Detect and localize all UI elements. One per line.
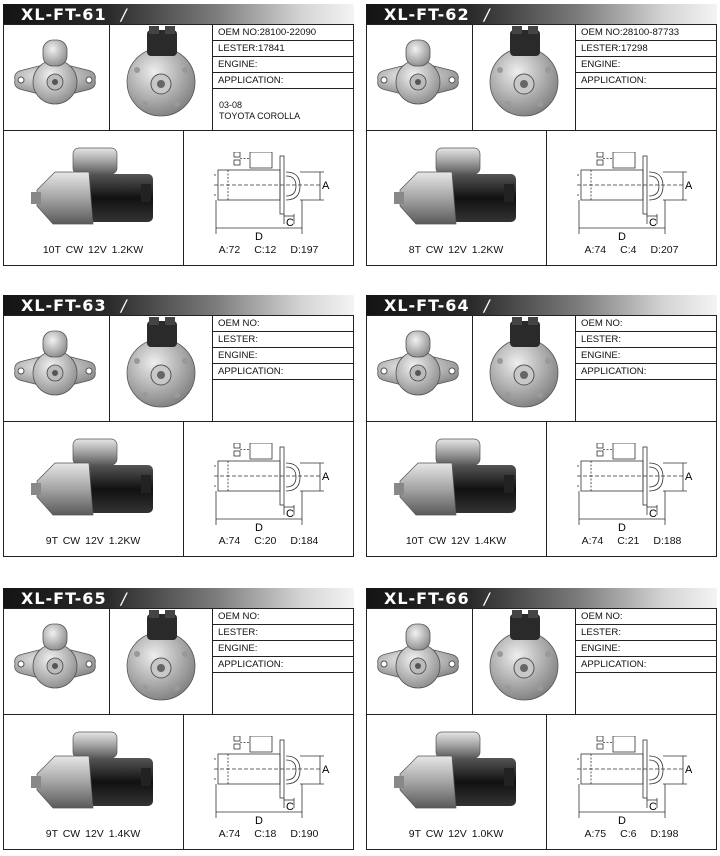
spec-lester	[213, 332, 354, 348]
dim-label-c: C	[649, 801, 657, 813]
spec-engine-label: ENGINE:	[218, 59, 258, 70]
spec-application	[213, 657, 354, 673]
dim-c-value: C:18	[254, 828, 277, 840]
dim-label-c: C	[286, 508, 294, 520]
dimension-diagram	[571, 736, 701, 826]
dim-a-value: A:74	[218, 535, 241, 547]
spec-lester-label: LESTER:	[581, 334, 621, 345]
dim-c-value: C:6	[620, 828, 637, 840]
spec-oem-label: OEM NO:	[218, 611, 260, 622]
product-card	[3, 4, 354, 266]
dimension-diagram	[571, 443, 701, 533]
spec-lester	[576, 625, 717, 641]
spec-oem	[213, 25, 354, 41]
model-code: XL-FT-62	[384, 5, 470, 24]
card-header: XL-FT-64 /	[366, 295, 717, 315]
card-header: XL-FT-62 /	[366, 4, 717, 24]
dim-label-d: D	[618, 815, 626, 826]
starter-side-photo	[392, 728, 520, 819]
starter-rear-photo	[115, 26, 207, 125]
spec-lester	[213, 625, 354, 641]
dim-label-c: C	[286, 801, 294, 813]
dim-d-value: D:198	[650, 828, 679, 840]
rating-text: 9T CW 12V 1.0KW	[408, 828, 504, 840]
dimension-values	[183, 244, 354, 256]
rating-text: 9T CW 12V 1.4KW	[45, 828, 141, 840]
spec-engine	[576, 641, 717, 657]
dim-a-value: A:74	[584, 244, 607, 256]
dim-a-value: A:75	[584, 828, 607, 840]
spec-oem-label: OEM NO:	[581, 611, 623, 622]
rating-text: 10T CW 12V 1.2KW	[42, 244, 144, 256]
dim-label-d: D	[255, 231, 263, 242]
dim-label-a: A	[685, 180, 693, 192]
dim-label-c: C	[649, 508, 657, 520]
model-code: XL-FT-66	[384, 589, 470, 608]
spec-oem	[576, 609, 717, 625]
spec-application-label: APPLICATION:	[581, 75, 647, 86]
spec-engine-label: ENGINE:	[581, 59, 621, 70]
dim-label-d: D	[255, 815, 263, 826]
dim-label-a: A	[685, 471, 693, 483]
spec-oem-label: OEM NO:	[218, 27, 260, 38]
dimension-diagram	[571, 152, 701, 242]
spec-engine	[213, 348, 354, 364]
spec-engine-label: ENGINE:	[218, 350, 258, 361]
dim-label-d: D	[618, 231, 626, 242]
spec-engine	[576, 57, 717, 73]
dim-d-value: D:207	[650, 244, 679, 256]
starter-rear-photo	[478, 317, 570, 416]
dim-label-a: A	[685, 764, 693, 776]
rating-text: 10T CW 12V 1.4KW	[405, 535, 507, 547]
spec-application	[213, 364, 354, 380]
spec-oem-label: OEM NO:	[581, 318, 623, 329]
dim-a-value: A:74	[218, 828, 241, 840]
spec-engine	[213, 641, 354, 657]
product-card	[366, 295, 717, 557]
spec-application-label: APPLICATION:	[218, 659, 284, 670]
card-header: XL-FT-61 /	[3, 4, 354, 24]
spec-oem	[213, 316, 354, 332]
product-card	[3, 588, 354, 850]
spec-application-label: APPLICATION:	[218, 75, 284, 86]
spec-engine-label: ENGINE:	[581, 350, 621, 361]
spec-lester-label: LESTER:	[581, 627, 621, 638]
dim-d-value: D:190	[290, 828, 319, 840]
starter-side-photo	[29, 728, 157, 819]
dim-label-d: D	[618, 522, 626, 533]
dim-c-value: C:12	[254, 244, 277, 256]
spec-lester-label: LESTER:	[218, 334, 258, 345]
spec-lester-label: LESTER:	[581, 43, 621, 54]
spec-engine-label: ENGINE:	[218, 643, 258, 654]
card-header: XL-FT-63 /	[3, 295, 354, 315]
spec-application	[213, 73, 354, 89]
dimension-diagram	[208, 736, 338, 826]
starter-front-photo	[372, 616, 464, 711]
model-code: XL-FT-65	[21, 589, 107, 608]
dimension-values	[183, 828, 354, 840]
card-header: XL-FT-65 /	[3, 588, 354, 608]
dimension-values	[183, 535, 354, 547]
application-text: 03-08 TOYOTA COROLLA	[219, 100, 301, 121]
rating-text: 9T CW 12V 1.2KW	[45, 535, 141, 547]
spec-lester-value: 17298	[621, 43, 648, 54]
starter-front-photo	[9, 32, 101, 127]
dim-d-value: D:188	[653, 535, 682, 547]
dim-label-a: A	[322, 764, 330, 776]
spec-engine-label: ENGINE:	[581, 643, 621, 654]
spec-engine	[576, 348, 717, 364]
spec-application	[576, 657, 717, 673]
starter-front-photo	[9, 323, 101, 418]
spec-lester-value: 17841	[258, 43, 285, 54]
spec-oem-value: 28100-22090	[259, 27, 317, 38]
dim-label-a: A	[322, 180, 330, 192]
model-code: XL-FT-63	[21, 296, 107, 315]
product-card	[366, 588, 717, 850]
starter-side-photo	[392, 435, 520, 526]
spec-application	[576, 73, 717, 89]
spec-application-label: APPLICATION:	[581, 366, 647, 377]
spec-lester	[576, 41, 717, 57]
spec-oem-label: OEM NO:	[581, 27, 623, 38]
spec-oem	[576, 316, 717, 332]
spec-lester	[213, 41, 354, 57]
starter-side-photo	[392, 144, 520, 235]
dim-c-value: C:21	[617, 535, 640, 547]
dim-label-c: C	[649, 217, 657, 229]
dim-a-value: A:72	[218, 244, 241, 256]
dimension-values	[546, 244, 717, 256]
model-code: XL-FT-61	[21, 5, 107, 24]
product-card	[3, 295, 354, 557]
starter-rear-photo	[115, 317, 207, 416]
card-header: XL-FT-66 /	[366, 588, 717, 608]
starter-rear-photo	[478, 26, 570, 125]
dim-c-value: C:20	[254, 535, 277, 547]
starter-front-photo	[9, 616, 101, 711]
spec-oem-label: OEM NO:	[218, 318, 260, 329]
dim-label-c: C	[286, 217, 294, 229]
starter-front-photo	[372, 323, 464, 418]
spec-lester	[576, 332, 717, 348]
dim-label-d: D	[255, 522, 263, 533]
starter-rear-photo	[478, 610, 570, 709]
spec-application-label: APPLICATION:	[581, 659, 647, 670]
spec-oem-value: 28100-87733	[622, 27, 680, 38]
model-code: XL-FT-64	[384, 296, 470, 315]
spec-engine	[213, 57, 354, 73]
dimension-diagram	[208, 443, 338, 533]
spec-application-label: APPLICATION:	[218, 366, 284, 377]
dim-c-value: C:4	[620, 244, 637, 256]
starter-front-photo	[372, 32, 464, 127]
starter-side-photo	[29, 435, 157, 526]
dimension-diagram	[208, 152, 338, 242]
spec-lester-label: LESTER:	[218, 627, 258, 638]
dim-d-value: D:197	[290, 244, 319, 256]
dimension-values	[546, 535, 717, 547]
rating-text: 8T CW 12V 1.2KW	[408, 244, 504, 256]
spec-oem	[576, 25, 717, 41]
spec-oem	[213, 609, 354, 625]
starter-rear-photo	[115, 610, 207, 709]
spec-lester-label: LESTER:	[218, 43, 258, 54]
starter-side-photo	[29, 144, 157, 235]
dim-a-value: A:74	[581, 535, 604, 547]
dim-d-value: D:184	[290, 535, 319, 547]
dimension-values	[546, 828, 717, 840]
product-card	[366, 4, 717, 266]
dim-label-a: A	[322, 471, 330, 483]
spec-application	[576, 364, 717, 380]
